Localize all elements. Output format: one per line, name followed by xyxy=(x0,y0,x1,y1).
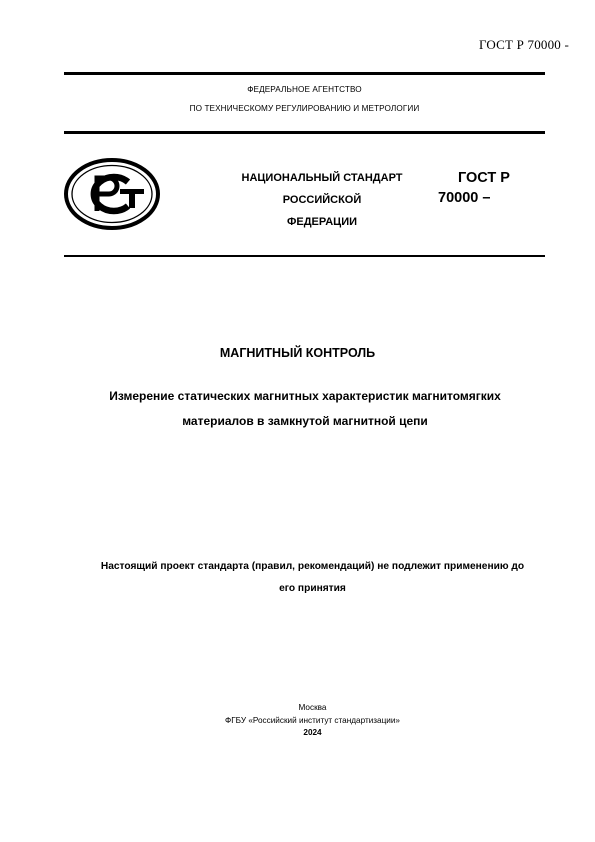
doc-number: ГОСТ Р 70000 - xyxy=(479,37,569,52)
standard-title-line-2: РОССИЙСКОЙ xyxy=(282,194,362,206)
footer-year: 2024 xyxy=(303,728,322,737)
draft-notice-line-2: его принятия xyxy=(279,583,346,594)
footer-institute: ФГБУ «Российский институт стандартизации» xyxy=(225,716,400,725)
agency-line-1: ФЕДЕРАЛЬНОЕ АГЕНТСТВО xyxy=(247,85,362,94)
standard-rule xyxy=(64,255,545,257)
document-subtitle-line-2: материалов в замкнутой магнитной цепи xyxy=(182,414,428,428)
standard-title-line-3: ФЕДЕРАЦИИ xyxy=(286,216,358,228)
gost-code-line-1: ГОСТ Р xyxy=(458,170,510,186)
document-subtitle-line-1: Измерение статических магнитных характеристик магнитомягких xyxy=(109,389,501,403)
standard-title-line-1: НАЦИОНАЛЬНЫЙ СТАНДАРТ xyxy=(241,172,403,184)
gost-code-line-2: 70000 – xyxy=(438,190,491,206)
draft-notice-line-1: Настоящий проект стандарта (правил, рекомендаций) не подлежит применению до xyxy=(100,561,525,572)
document-title: МАГНИТНЫЙ КОНТРОЛЬ xyxy=(219,346,376,360)
footer-city: Москва xyxy=(298,703,327,712)
top-rule xyxy=(64,72,545,75)
agency-rule xyxy=(64,131,545,134)
rst-logo-icon xyxy=(64,158,160,230)
agency-line-2: ПО ТЕХНИЧЕСКОМУ РЕГУЛИРОВАНИЮ И МЕТРОЛОГИИ xyxy=(189,104,420,113)
